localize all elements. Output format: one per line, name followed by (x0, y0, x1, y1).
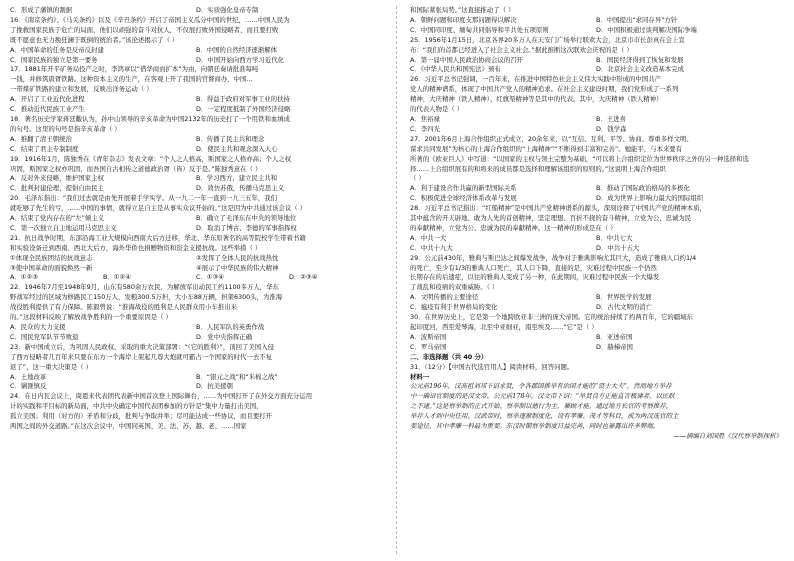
option-row (10, 254, 382, 264)
option-row (410, 293, 782, 303)
question-line: 的奉献精神，立党为公、忠诚为民的奉献精神。这一精神的形成是在（ ） (410, 223, 617, 232)
answer-option: C．国家民族的独立是第一要务 (10, 55, 98, 64)
answer-option: B．世界医学的发展 (596, 293, 652, 302)
question-line: 孤立美国；利用（对方的）矛盾和分歧，批判与争取并举；尽可能达成一些协议，而且要打开 (10, 412, 273, 421)
answer-option: ④展示了中华民族的伟大精神 (196, 263, 279, 272)
answer-option: ②发挥了全体人民的抗战热忱 (196, 253, 279, 262)
option-row (410, 244, 782, 254)
option-row (10, 46, 382, 56)
answer-option: C．形成了藩镇的割据 (10, 6, 72, 14)
answer-option: B．国民经济得到了恢复和发展 (596, 55, 684, 64)
question-line: 的句号。这里的句号是指辛亥革命（ ） (10, 124, 121, 133)
question-line: 战役胜利提供了有力保障。陈毅曾说：“淮海战役的胜利是人民群众用小车推出来 (10, 303, 237, 312)
answer-option: D．中国开始向西方学习近代化 (196, 55, 284, 64)
answer-option: A．反对外来侵略，维护国家主权 (10, 174, 104, 183)
option-row (10, 333, 382, 343)
answer-option: D．成为世界上影响力最大的国际组织 (596, 194, 704, 203)
material-line: 公元前196年，汉高祖刘邦下诏求贤，令各郡国推举有治国才能的“贤士大夫”，然而地方举荐 (410, 382, 672, 391)
answer-option: C．国民党军队节节败退 (10, 332, 79, 341)
answer-option: D．一定程度抵制了外国经济侵略 (196, 105, 291, 114)
answer-option: A．开启了工业近代化进程 (10, 95, 85, 104)
question-line: 一钱，并修筑唐胥铁路。这种资本主义的生产，在客观上开了我国的官督商办，中国… (10, 75, 253, 84)
question-line: 了挽救国家民族于危亡的局面，他们以顽强的奋斗对抗人，不仅展打败外国侵略者，而且要打败 (10, 25, 279, 34)
answer-option: A．民众的大力支援 (10, 323, 66, 331)
question-line: 返了”，这一重大决策是（ ） (10, 362, 93, 371)
question-line: 起印度河，西至爱琴海，北至中亚细亚，南至埃及……“它”是（ ） (410, 323, 598, 331)
answer-option: A．推翻了清王朝统治 (10, 134, 72, 143)
question-line: 的代表人物是（ ） (410, 105, 464, 114)
question-line: 21．抗日战争时期，东部沿海工业大规模向西南大后方迁移，华北、华东原著名的高等院校学生带着书籍 (10, 233, 306, 242)
option-row (410, 333, 782, 343)
answer-option: C．罗马帝国 (410, 342, 447, 351)
option-row (410, 16, 782, 26)
option-row (410, 26, 782, 36)
option-row (10, 95, 382, 105)
option-row (10, 145, 382, 155)
answer-option: C．剿匪镇反 (10, 382, 47, 391)
answer-option: B．亚述帝国 (596, 332, 633, 341)
answer-option: B．“银元之战”和“米棉之战” (196, 372, 278, 381)
question-line: 20．毛泽东指出：“我们过去就是由先开展着手学实学。从一九二一年一直到一九三五年，我们 (10, 194, 278, 203)
option-row (410, 125, 782, 135)
option-row (10, 323, 382, 333)
answer-option: C．结束了君主专制制度 (10, 144, 79, 153)
answer-option: B．学习西方，建立民主共和 (196, 174, 278, 183)
question-line: 既不愿意也无力挽狂澜于既倒的统治者。”该论述揭示了（ ） (10, 35, 179, 44)
question-line: 就吃够了先生的亏，……中国的事情，就得立足自主是从事实众议开始的。”这是因为中共通过该会议（ ） (10, 204, 307, 213)
answer-option: D．抗美援朝 (196, 382, 233, 391)
option-row (410, 303, 782, 313)
option-row (10, 373, 382, 383)
answer-option: B．确立了毛泽东在中央的领导地位 (196, 214, 297, 223)
answer-option: A．焦裕禄 (410, 114, 440, 123)
question-line: 择……上合组织展有的和将来的成员都是选择和理解该组织的原则的。”这说明上海合作组织 (410, 164, 666, 173)
question-line: 党人的精神谱系，体现了中国共产党人的精神追求。在社会主义建设时期，我们党形成了一系列 (410, 85, 679, 94)
answer-option: C．推动近代民族工业产生 (10, 105, 85, 114)
answer-option: D．使民主共和观念深入人心 (196, 144, 278, 153)
answer-option: D．赫梯帝国 (596, 342, 633, 351)
answer-option: B．人民军队的英勇作战 (196, 323, 265, 331)
material-source: ——摘编自刘国胜《汉代察举制探析》 (673, 431, 782, 440)
option-row (10, 273, 382, 283)
option-row (10, 174, 382, 184)
question-line: 的死亡，至少有1/3的雅典人口死亡，其人口下降，直接的是，灾难过程中民族一个仍然 (410, 263, 657, 272)
question-line: （ ） (410, 174, 425, 183)
answer-option: C．瘟疫有利于世界格局的变化 (410, 303, 498, 312)
question-line: 29．公元前430年，雅典与斯巴达之间爆发战争，战争对于雅典影响尤其巨大，造成了雅典人口约1/4 (410, 253, 697, 262)
answer-option: D．党中央指挥正确 (196, 332, 253, 341)
answer-option: A．文明传播的主要途径 (410, 293, 479, 302)
option-row (10, 264, 382, 274)
question-line: 30．在世界历史上，它是第一个地跨欧亚非三洲的庞大帝国。它的统治持续了约两百年，它的疆域东 (410, 313, 693, 322)
answer-option: A．中国革命的任务是反帝反封建 (10, 45, 104, 54)
option-row (410, 115, 782, 125)
answer-option: B．中国提出“求同存异”方针 (596, 15, 678, 24)
answer-option: C．积极促进全球经济体系改革与发展 (410, 194, 517, 203)
answer-option: ③使中国革命的面貌焕然一新 (10, 263, 93, 272)
answer-option: B．中共七大 (596, 233, 633, 242)
question-line: 27．2001年6月上海合作组织正式成立，20余年来，以“互信、互利、平等、协商、尊重多样文明、 (410, 134, 693, 143)
question-line: 谋求共同发展”为核心的上海合作组织的“上海精神”“不断得到丰富和完善”。勉能平，与本来要有 (410, 144, 683, 153)
answer-option: A．利于建设合作共赢的新型国际关系 (410, 184, 517, 193)
question-line: 野战军经过的区域为修路民工150万人，发粮300.5万担，大小车88万辆，担架6300头，为淮海 (10, 293, 283, 302)
answer-option: D．效仿苏俄，传播马克思主义 (196, 184, 284, 193)
answer-option: A．土地改革 (10, 372, 47, 381)
answer-option: A．中共一大 (410, 233, 447, 242)
option-row (10, 56, 382, 66)
material-line: 中一确诏官制度的是汉文帝。公元前178年，汉文帝下诏：“举贤良方正能直言极谏者，以匡朕 (410, 392, 675, 401)
option-row (10, 6, 382, 16)
question-line: 一带煤矿铁路的建立和发展，反映出洋务运动（ ） (10, 85, 153, 94)
answer-option: C．《中华人民共和国宪法》颁布 (410, 65, 501, 74)
question-line: 17．1881年开平矿务局投产之时，李鸿章以“借华商而扩本”为由，向朝廷奏请批准每吨 (10, 65, 259, 74)
option-row (410, 56, 782, 66)
answer-option: D．北京社会主义改造基本完成 (596, 65, 684, 74)
answer-option: D．实质强化皇帝专制 (196, 6, 259, 14)
column-divider (396, 6, 397, 554)
answer-option: ①体现全民族团结的抗战意志 (10, 253, 93, 262)
question-line: 23．新中国成立后，为巩固人民政权，采取的重大决策部署：“（它的胜利）”，顶回了美国入侵 (10, 342, 274, 351)
answer-option: D．钱学森 (596, 124, 627, 133)
material-title: 材料一 (410, 372, 430, 381)
answer-option: D．古代文明的消亡 (596, 303, 653, 312)
answer-option: B．传播了民主共和理念 (196, 134, 265, 143)
right-column (410, 6, 782, 442)
answer-option: C．批判封建伦理，提倡自由民主 (10, 184, 104, 193)
question-line: 的。”这段材料反映了解放战争胜利的一个重要原因是（ ） (10, 313, 172, 322)
material-line: 举荐人才到中央任用。汉武帝时，察举逐渐制度化，设有孝廉、茂才等科目，成为两汉选官的主 (410, 412, 679, 421)
answer-option: D．中共十五大 (596, 243, 640, 252)
question-31: 31．（12分）【中国古代选官用人】阅读材料，回答问题。 (410, 362, 574, 371)
question-line: 19．1916年1月，陈独秀在《青年杂志》发表文章：“个人之人格高，斯国家之人格亦高；个人之权 (10, 154, 292, 163)
option-row (410, 184, 782, 194)
answer-option: C．李四光 (410, 124, 441, 133)
material-text (410, 382, 782, 432)
question-line: 24．在日内瓦会议上，周恩来代表团代表新中国首次登上国际舞台，……为中国打开了在外交方面充分运用 (10, 392, 313, 401)
answer-option: C．中共十九大 (410, 243, 453, 252)
option-row (410, 343, 782, 353)
question-line: 16．《南京条约》、《马关条约》以及《辛丑条约》开启了帝国主义瓜分中国的世纪，……中国人民为 (10, 15, 290, 24)
answer-option: A．波斯帝国 (410, 332, 447, 341)
question-line: 22．1946年7月至1948年9月，山东有580余万农民，为解放军出动民工约1100多万人，华东 (10, 283, 279, 292)
question-line: 巩固，斯国家之权亦巩固，而吾国自古相传之道德政治胥（皆）反于是。”陈独秀意在（ ） (10, 164, 262, 173)
option-row (10, 214, 382, 224)
answer-option: A．①②③ (10, 273, 38, 282)
option-row (410, 234, 782, 244)
answer-option: C．中国同印度、缅甸共同倡导和平共处五项原则 (410, 25, 549, 34)
answer-option: D．中国积极通过谈判解决国际争端 (596, 25, 697, 34)
answer-option: B．推动了国际政治格局的多极化 (596, 184, 690, 193)
question-line: 25．1956年1月15日，北京各界20多万人在天安门广场举行联欢大会，北京市市长彭真在会上宣 (410, 35, 685, 44)
question-line: 和国际紧张局势。”这直接推动了（ ） (410, 6, 515, 14)
answer-option: D．取消了博古、李德的军事指挥权 (196, 223, 297, 232)
question-line: 所著的《欧亚巨人》中写道：“以国家的主权与领土完整为基础，“可以将上合组织定位为世界秩序之外的另一种选择和选 (410, 154, 749, 163)
question-line: 两国之间的外交道路。”在这次会议中，中国同英国、美、法、苏、越、老、……国家 (10, 422, 247, 431)
question-line: 布：“我们的首都已经进入了社会主义社会。”据此推断这次联欢会庆祝的是（ ） (410, 45, 633, 54)
answer-option: B．①②④ (103, 273, 131, 282)
left-column (10, 6, 382, 432)
option-row (410, 194, 782, 204)
option-row (10, 105, 382, 115)
answer-option: C．①③④ (196, 273, 225, 282)
answer-option: C．第一次独立自主地运用马克思主义 (10, 223, 117, 232)
option-row (10, 224, 382, 234)
option-row (10, 382, 382, 392)
question-line: 精神，大庆精神（铁人精神）、红旗渠精神等是其中的代表。其中，大庆精神（铁人精神） (410, 95, 663, 104)
answer-option: B．中国的自然经济逐渐解体 (196, 45, 278, 54)
answer-option: A．第一届中国人民政治协商会议的召开 (410, 55, 524, 64)
question-line: 了西方侵略者几百年来只要在东方一个海岸上架起几尊大炮就可霸占一个国家的时代一去不复 (10, 352, 273, 361)
answer-option: A．朝鲜问题和印度支那问题得以解决 (410, 15, 517, 24)
question-line: 了战乱和疫病的双重威胁。（ ） (410, 283, 499, 292)
material-line: 要途径，其中孝廉一科最为重要。东汉时期察举制度日益完善，同时也暴露出许多弊端。 (410, 422, 660, 431)
option-row (10, 184, 382, 194)
question-line: 28．习近平总书记指出：“红船精神”是中国共产党精神谱系的源头，深刻诠释了中国共产党的精神本质， (410, 204, 706, 213)
material-line: 之不逮。”这是察举制的正式开始。察举制以德行为主，兼顾才能，通过地方长官的考察推荐， (410, 402, 673, 411)
answer-option: B．得益于政府对军事工业的扶持 (196, 95, 290, 104)
right-questions (410, 6, 782, 353)
question-line: 计的实践和平目标的新局面，中共中央确定中国代表团参加的方针是“集中力量打击美国， (10, 402, 263, 411)
question-line: 26．习近平总书记强调，一百年来，在推进中国特色社会主义伟大实践中形成的中国共产 (410, 75, 661, 84)
section-heading: 二、非选择题（共 40 分） (410, 352, 488, 361)
option-row (410, 65, 782, 75)
question-line: 其中蕴含的开天辟地、敢为人先的首创精神，坚定理想、百折不挠的奋斗精神，立党为公、忠诚为民 (410, 214, 692, 223)
answer-option: B．王进喜 (596, 114, 626, 123)
answer-option: D．②③④ (289, 273, 318, 282)
question-line: 18．著名历史学家蒋廷黻认为，孙中山领导的辛亥革命为中国2132年的历史打了一个用铁和血填成 (10, 114, 291, 123)
option-row (10, 135, 382, 145)
answer-option: A．结束了党内存在的“左”倾主义 (10, 214, 105, 223)
question-line: 长期存在的后遗症，以往的雅典人变成了另一种，在此期间，灾难过程中民族一个大爆发 (410, 273, 660, 282)
question-line: 和实验设备迁到西南、西北大后方，海外华侨也捐赠物资和资金支援抗战。这些举措（ ） (10, 243, 262, 252)
